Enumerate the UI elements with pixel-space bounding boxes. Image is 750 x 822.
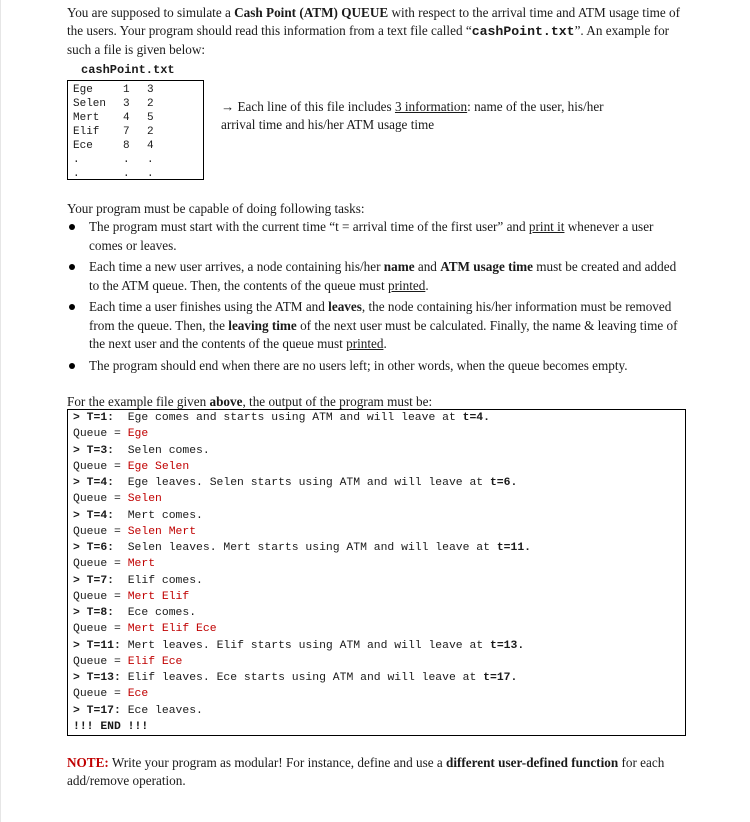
- file-cell-arrival: .: [123, 154, 130, 166]
- intro-text-1: You are supposed to simulate a: [67, 5, 235, 20]
- leave-time: t=4.: [462, 412, 490, 424]
- output-queue-line: [73, 426, 685, 442]
- task-item-end: The program should end when there are no users left; in other words, when the queue becomes empty.: [67, 357, 687, 376]
- file-cell-arrival: .: [123, 168, 130, 180]
- queue-items: Selen Mert: [127, 525, 197, 538]
- output-intro: For the example file given above, the output of the program must be:: [67, 394, 433, 409]
- queue-items: Ece: [127, 688, 149, 701]
- note-label: NOTE:: [67, 755, 109, 770]
- queue-label: Queue =: [73, 688, 128, 701]
- queue-label: Queue =: [73, 655, 128, 668]
- output-queue-line: [73, 491, 685, 507]
- queue-items: Mert Elif: [127, 590, 190, 603]
- event-text: Elif comes.: [127, 574, 203, 587]
- file-row: [73, 97, 203, 111]
- event-text: Selen leaves. Mert starts using ATM and will leave at: [127, 542, 497, 554]
- queue-items: Ege: [127, 428, 149, 441]
- end-marker: !!! END !!!: [73, 720, 149, 733]
- leave-time: t=6.: [489, 477, 518, 489]
- note-paragraph: NOTE: Write your program as modular! For instance, define and use a different user-defined function for each add/remove operation.: [67, 755, 665, 788]
- output-time-line: [73, 508, 685, 524]
- time-prefix: > T=4:: [73, 509, 115, 522]
- time-prefix: > T=8:: [73, 607, 115, 619]
- output-queue-line: [73, 589, 685, 605]
- task-item-arrival: Each time a new user arrives, a node containing his/her name and ATM usage time must be created and added to the ATM queue. Then, the contents of the queue must printed.: [67, 258, 687, 295]
- file-note-underlined: 3 information: [394, 99, 468, 114]
- output-queue-line: [73, 686, 685, 702]
- time-spacer: [121, 640, 128, 652]
- intro-text-2: with respect to the arrival time and ATM usage time of the users. Your program should read this information from a text file called “: [67, 5, 681, 38]
- file-cell-name: Elif: [73, 126, 100, 138]
- file-cell-usage: 3: [147, 84, 154, 96]
- output-queue-line: [73, 556, 685, 572]
- output-queue-line: [73, 621, 685, 637]
- event-text: Ece comes.: [127, 607, 197, 619]
- time-prefix: > T=13:: [73, 672, 121, 684]
- output-queue-line: [73, 654, 685, 670]
- event-text: Selen comes.: [127, 444, 210, 457]
- output-end-line: [73, 719, 685, 735]
- file-cell-arrival: 4: [123, 112, 130, 124]
- file-cell-usage: 2: [147, 98, 154, 110]
- tasks-intro: Your program must be capable of doing following tasks:: [67, 201, 365, 216]
- queue-items: Elif Ece: [127, 655, 183, 668]
- queue-items: Ege Selen: [127, 460, 190, 473]
- file-cell-name: Mert: [73, 112, 100, 124]
- file-cell-name: Ece: [73, 140, 93, 152]
- file-note-text-1: Each line of this file includes: [234, 99, 395, 114]
- output-time-line: [73, 540, 685, 556]
- file-row: [73, 167, 203, 181]
- time-prefix: > T=4:: [73, 477, 115, 489]
- queue-items: Selen: [127, 493, 162, 506]
- file-note-text-2: : name of the user, his/her arrival time and his/her ATM usage time: [221, 99, 604, 132]
- file-title: cashPoint.txt: [81, 63, 175, 77]
- output-queue-line: [73, 459, 685, 475]
- event-text: Mert leaves. Elif starts using ATM and will leave at: [127, 639, 490, 652]
- leave-time: t=13.: [489, 639, 525, 652]
- time-prefix: > T=7:: [73, 574, 115, 587]
- queue-items: Mert: [127, 558, 156, 571]
- file-cell-arrival: 3: [123, 98, 130, 110]
- leave-time: t=17.: [483, 672, 518, 684]
- time-spacer: [114, 575, 128, 587]
- time-prefix: > T=6:: [73, 542, 115, 554]
- time-spacer: [121, 705, 128, 717]
- file-cell-usage: .: [147, 154, 154, 166]
- event-text: Mert comes.: [127, 509, 203, 522]
- queue-label: Queue =: [73, 460, 128, 473]
- time-prefix: > T=11:: [73, 639, 121, 652]
- time-prefix: > T=3:: [73, 444, 115, 457]
- output-time-line: [73, 573, 685, 589]
- time-spacer: [114, 510, 128, 522]
- queue-label: Queue =: [73, 525, 128, 538]
- arrow-icon: →: [221, 99, 235, 114]
- event-text: Ece leaves.: [127, 704, 203, 717]
- file-cell-name: Selen: [73, 98, 107, 110]
- time-spacer: [114, 542, 128, 554]
- time-prefix: > T=17:: [73, 704, 121, 717]
- file-cell-usage: 2: [147, 126, 154, 138]
- queue-label: Queue =: [73, 493, 128, 506]
- time-spacer: [121, 672, 128, 684]
- file-note: [221, 98, 641, 134]
- time-spacer: [114, 412, 128, 424]
- time-spacer: [114, 607, 128, 619]
- file-cell-arrival: 8: [123, 140, 130, 152]
- time-spacer: [114, 445, 128, 457]
- file-cell-usage: .: [147, 168, 154, 180]
- intro-paragraph: [67, 4, 687, 59]
- time-prefix: > T=1:: [73, 412, 115, 424]
- file-row: [73, 153, 203, 167]
- file-row: [73, 111, 203, 125]
- intro-filename: cashPoint.txt: [471, 24, 575, 39]
- file-cell-name: .: [73, 168, 80, 180]
- file-row: [73, 139, 203, 153]
- program-output-box: [67, 409, 686, 736]
- event-text: Ege leaves. Selen starts using ATM and will leave at: [127, 477, 490, 489]
- file-cell-usage: 5: [147, 112, 154, 124]
- intro-bold-title: Cash Point (ATM) QUEUE: [234, 5, 389, 20]
- file-row: [73, 83, 203, 97]
- file-contents-box: [67, 80, 204, 180]
- leave-time: t=11.: [496, 542, 531, 554]
- queue-label: Queue =: [73, 623, 128, 636]
- file-cell-name: .: [73, 154, 80, 166]
- output-time-line: [73, 443, 685, 459]
- output-time-line: [73, 410, 685, 426]
- output-time-line: [73, 670, 685, 686]
- intro-text-3: ”. An example for such a file is given below:: [67, 23, 670, 57]
- file-cell-arrival: 1: [123, 84, 130, 96]
- task-item-leave: Each time a user finishes using the ATM and leaves, the node containing his/her information must be removed from the queue. Then, the leaving time of the next user must be calculated. Finally, the name & leaving time of the next user and the contents of the queue must printed.: [67, 298, 687, 354]
- output-time-line: [73, 475, 685, 491]
- output-time-line: [73, 703, 685, 719]
- file-cell-name: Ege: [73, 84, 93, 96]
- event-text: Ege comes and starts using ATM and will leave at: [127, 412, 463, 424]
- queue-label: Queue =: [73, 558, 128, 571]
- task-list: [67, 218, 687, 378]
- task-item-start-time: The program must start with the current time “t = arrival time of the first user” and print it whenever a user comes or leaves.: [67, 218, 687, 255]
- queue-label: Queue =: [73, 590, 128, 603]
- queue-items: Mert Elif Ece: [127, 623, 217, 636]
- queue-label: Queue =: [73, 428, 128, 441]
- time-spacer: [114, 477, 128, 489]
- output-time-line: [73, 605, 685, 621]
- event-text: Elif leaves. Ece starts using ATM and will leave at: [127, 672, 484, 684]
- file-cell-arrival: 7: [123, 126, 130, 138]
- file-row: [73, 125, 203, 139]
- file-cell-usage: 4: [147, 140, 154, 152]
- output-time-line: [73, 638, 685, 654]
- output-queue-line: [73, 524, 685, 540]
